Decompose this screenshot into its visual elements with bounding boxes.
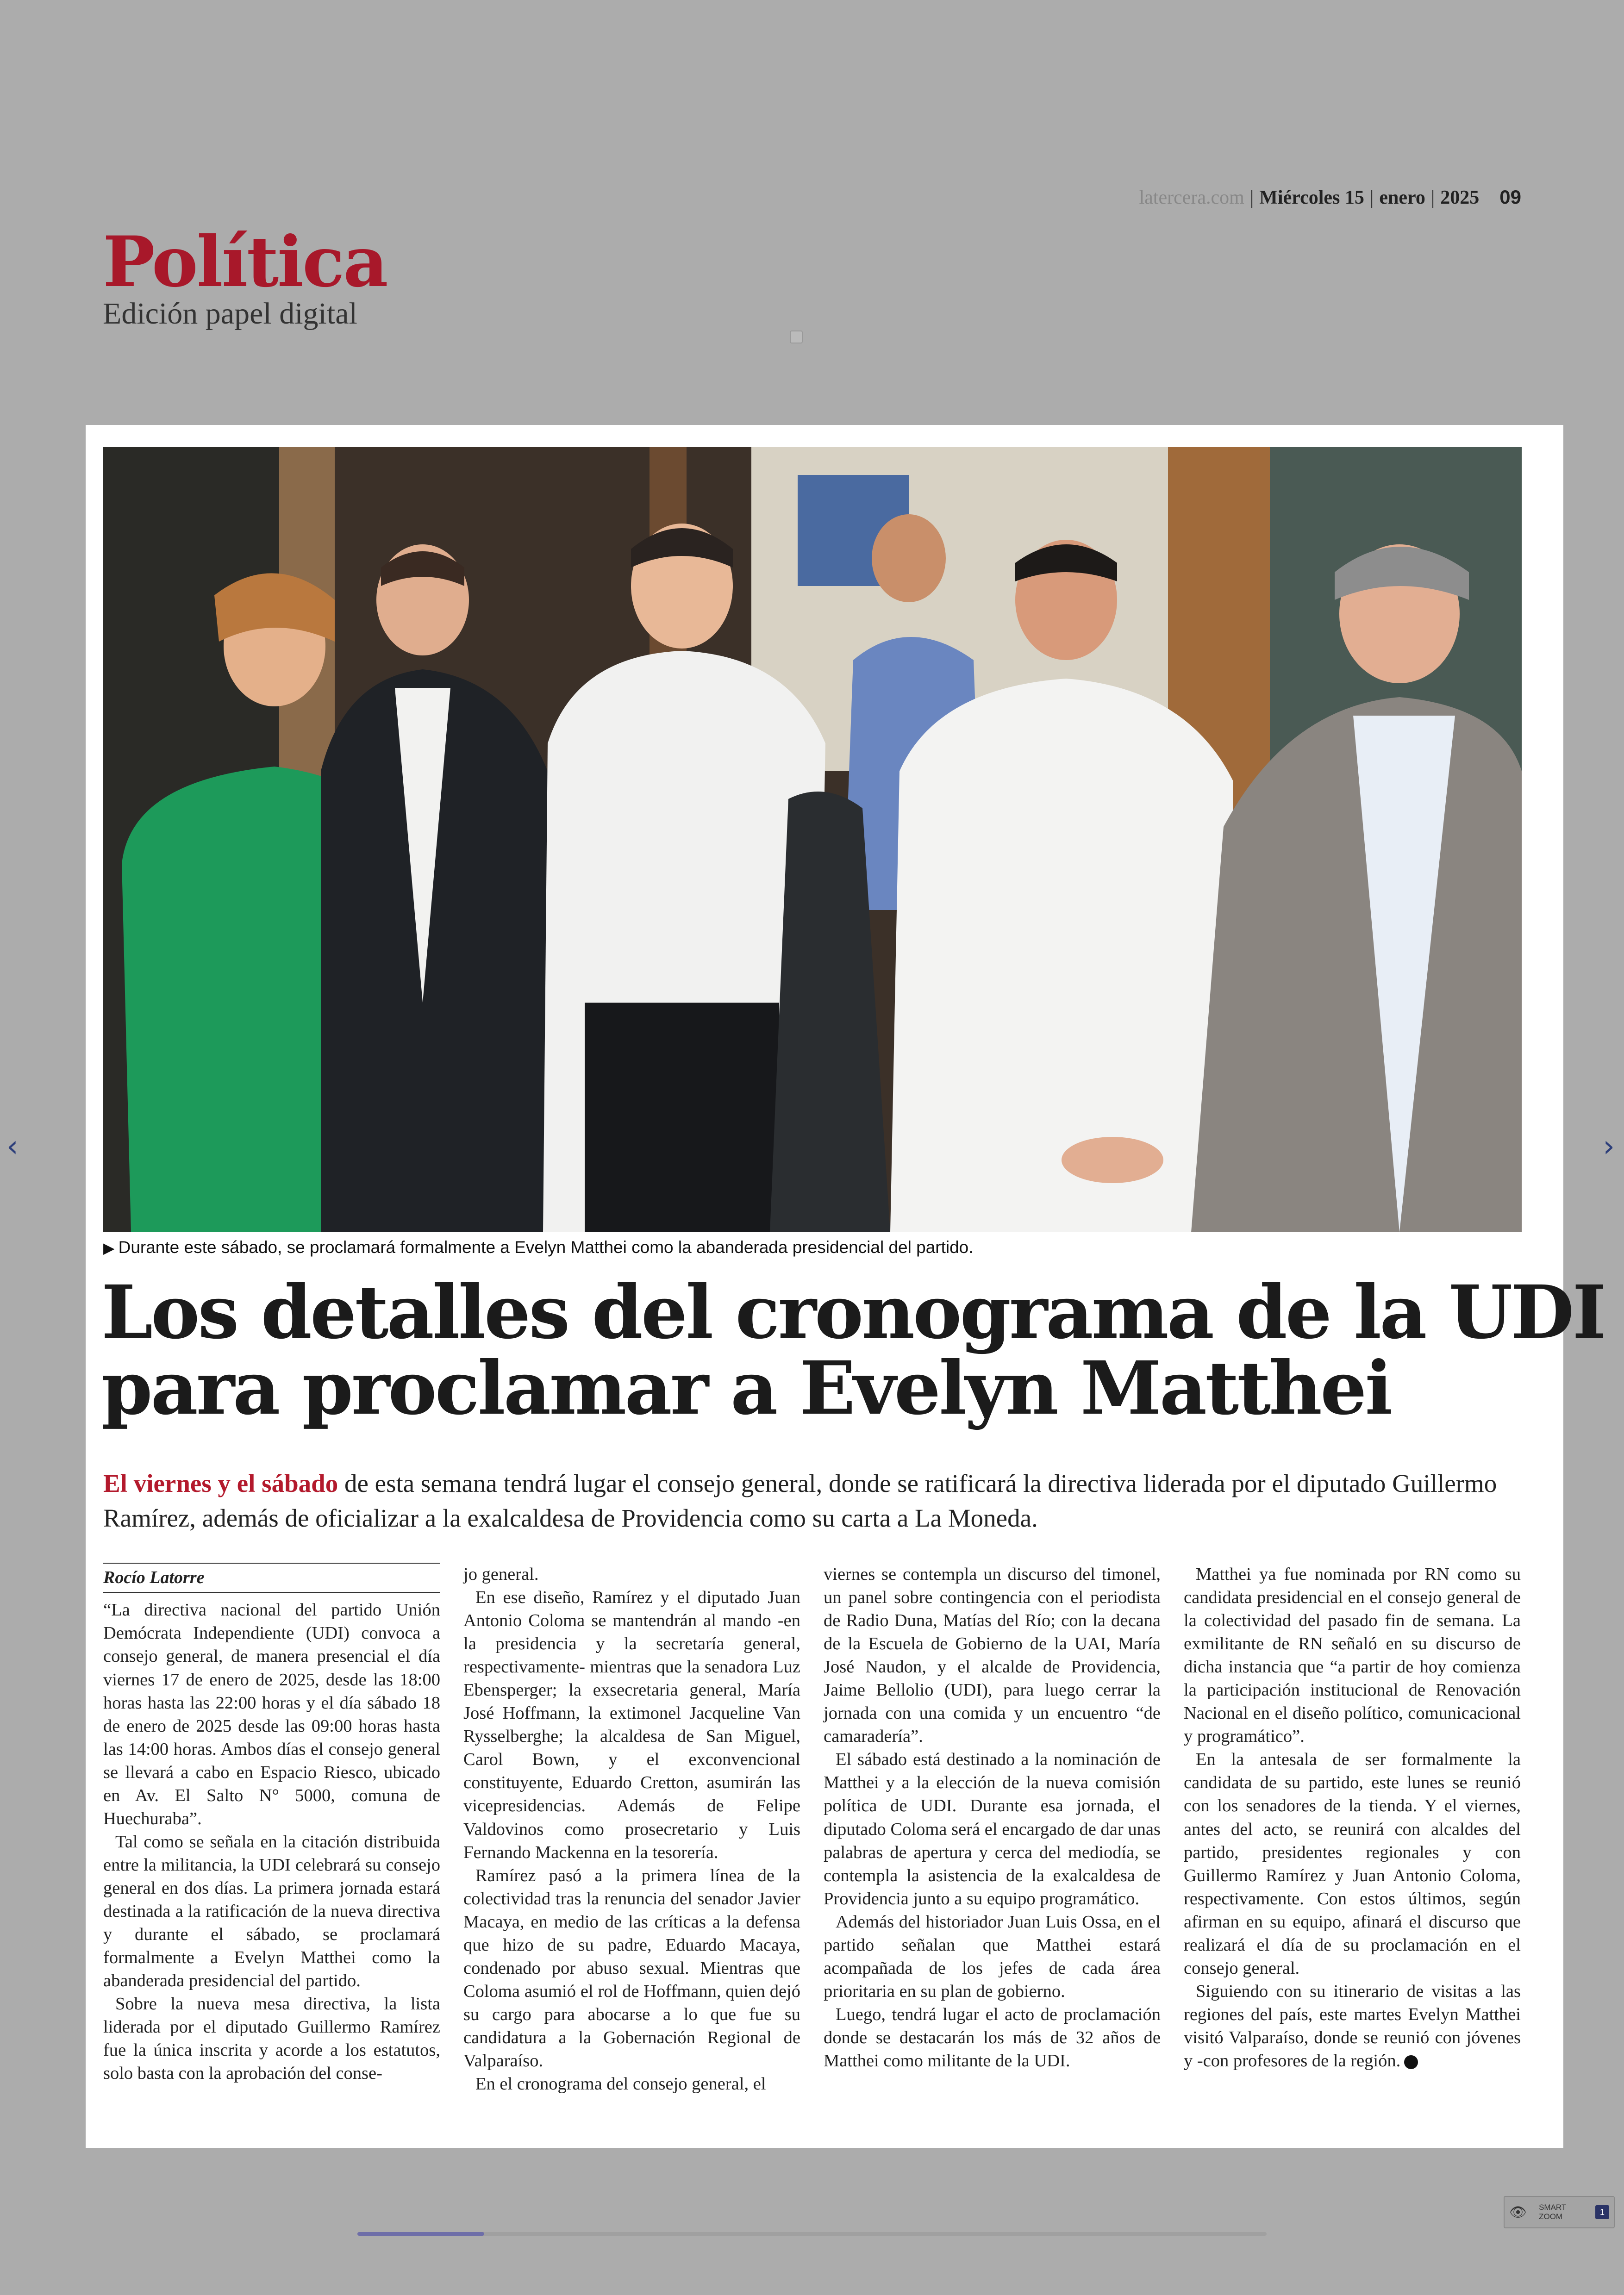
paragraph: “La directiva nacional del partido Unión Demócrata Independiente (UDI) convoca a consejo general, de manera presencial el día viernes 17 de enero de 2025, desde las 18:00 horas hasta las 22:00 horas y el día sábado 18 de enero de 2025 desde las 09:00 horas hasta las 14:00 horas. Ambos días el consejo general se llevará a cabo en Espacio Riesco, ubicado en Av. El Salto N° 5000, comuna de Huechuraba”. bbox=[103, 1600, 440, 1828]
header-month: enero bbox=[1379, 187, 1425, 208]
page-header-meta: latercera.com | Miércoles 15 | enero | 2025 09 bbox=[1139, 186, 1521, 208]
paragraph: En el cronograma del consejo general, el bbox=[475, 2074, 766, 2094]
paragraph: Siguiendo con su itinerario de visitas a las regiones del país, este martes Evelyn Matthei visitó Valparaíso, donde se reunió con jóvenes y -con profesores de la región. bbox=[1184, 1981, 1521, 2070]
paragraph: Ramírez pasó a la primera línea de la colectividad tras la renuncia del senador Javier Macaya, en medio de las críticas a la defensa que hizo de su padre, Eduardo Macaya, condenado por abuso sexual. Mientras que Coloma asumió el rol de Hoffmann, quien dejó su cargo para abocarse a lo que fue su candidatura a la Gobernación Regional de Valparaíso. bbox=[463, 1865, 800, 2070]
caption-text: Durante este sábado, se proclamará formalmente a Evelyn Matthei como la abanderada presidencial del partido. bbox=[118, 1238, 974, 1257]
article-lede bbox=[103, 1466, 1538, 1536]
page-progress-bar[interactable] bbox=[357, 2232, 1267, 2236]
article-column-2 bbox=[463, 1563, 800, 2095]
next-page-button[interactable]: › bbox=[1603, 1129, 1615, 1164]
article-photo bbox=[103, 447, 1522, 1232]
zoom-handle-icon[interactable] bbox=[790, 331, 803, 343]
headline-line-2: para proclamar a Evelyn Matthei bbox=[101, 1346, 1391, 1432]
end-mark-icon bbox=[1404, 2055, 1418, 2069]
article-author: Rocío Latorre bbox=[103, 1566, 440, 1593]
eye-icon: 👁 bbox=[1509, 2204, 1527, 2220]
header-year: 2025 bbox=[1440, 187, 1480, 208]
paragraph: En la antesala de ser formalmente la candidata de su partido, este lunes se reunió con los senadores de la tienda. Y el viernes, antes del acto, se reunirá con alcaldes del partido, presidentes regionales y con Guillermo Ramírez y Juan Antonio Coloma, respectivamente. Con estos últimos, según afirman en su equipo, afinará el discurso que realizará el día de su proclamación en el consejo general. bbox=[1184, 1750, 1521, 1978]
paragraph: El sábado está destinado a la nominación de Matthei y a la elección de la nueva comisión política de UDI. Durante esa jornada, el diputado Coloma será el encargado de dar unas palabras de apertura y cerca del mediodía, se contempla la asistencia de la exalcaldesa de Providencia junto a su equipo programático. bbox=[824, 1750, 1161, 1908]
article-column-4 bbox=[1184, 1563, 1521, 2072]
paragraph: Sobre la nueva mesa directiva, la lista liderada por el diputado Guillermo Ramírez fue la única inscrita y acorde a los estatutos, solo basta con la aprobación del conse- bbox=[103, 1994, 440, 2083]
article-headline bbox=[101, 1270, 1605, 1432]
lede-highlight: El viernes y el sábado bbox=[103, 1469, 338, 1497]
smart-zoom-button[interactable] bbox=[1504, 2196, 1615, 2228]
photo-caption bbox=[103, 1238, 1522, 1257]
article-column-3 bbox=[824, 1563, 1161, 2072]
caption-arrow-icon: ▶ bbox=[103, 1240, 115, 1256]
header-date: Miércoles 15 bbox=[1259, 187, 1364, 208]
paragraph: Matthei ya fue nominada por RN como su candidata presidencial en el consejo general de la colectividad del pasado fin de semana. La exmilitante de RN señaló en su discurso de dicha instancia que “a partir de hoy comienza la participación institucional de Renovación Nacional en el diseño político, comunicacional y programático”. bbox=[1184, 1565, 1521, 1746]
section-title: Política bbox=[103, 221, 387, 303]
photo-illustration bbox=[103, 447, 1522, 1232]
page-progress-fill bbox=[357, 2232, 484, 2236]
newspaper-page bbox=[86, 425, 1605, 2148]
article-body bbox=[103, 1563, 1522, 2109]
section-subtitle: Edición papel digital bbox=[103, 297, 357, 331]
paragraph: jo general. bbox=[463, 1565, 539, 1584]
smart-zoom-label: SMART ZOOM bbox=[1539, 2203, 1567, 2221]
article-column-1 bbox=[103, 1563, 440, 2085]
smart-zoom-badge: 1 bbox=[1595, 2205, 1609, 2219]
paragraph: Además del historiador Juan Luis Ossa, en el partido señalan que Matthei estará acompañada de los jefes de cada área prioritaria en su plan de gobierno. bbox=[824, 1912, 1161, 2001]
page-number: 09 bbox=[1499, 186, 1521, 208]
paragraph: En ese diseño, Ramírez y el diputado Juan Antonio Coloma se mantendrán al mando -en la presidencia y la secretaría general, respectivamente- mientras que la senadora Luz Ebensperger; la exsecretaria general, María José Hoffmann, la extimonel Jacqueline Van Rysselberghe; la alcaldesa de San Miguel, Carol Bown, y el exconvencional constituyente, Eduardo Cretton, asumirán las vicepresidencias. Además de Felipe Valdovinos como prosecretario y Luis Fernando Mackenna en la tesorería. bbox=[463, 1588, 800, 1862]
paragraph: Luego, tendrá lugar el acto de proclamación donde se destacarán los más de 32 años de Matthei como militante de la UDI. bbox=[824, 2004, 1161, 2070]
site-name: latercera.com bbox=[1139, 187, 1244, 208]
prev-page-button[interactable]: ‹ bbox=[6, 1129, 19, 1164]
paragraph: Tal como se señala en la citación distribuida entre la militancia, la UDI celebrará su consejo general en dos días. La primera jornada estará destinada a la ratificación de la nueva directiva y durante el sábado, se proclamará formalmente a Evelyn Matthei como la abanderada presidencial del partido. bbox=[103, 1832, 440, 1991]
paragraph: viernes se contempla un discurso del timonel, un panel sobre contingencia con el periodista de Radio Duna, Matías del Río; con la decana de la Escuela de Gobierno de la UAI, María José Naudon, y el alcalde de Providencia, Jaime Bellolio (UDI), para luego cerrar la jornada con una comida y un encuentro “de camaradería”. bbox=[824, 1565, 1161, 1746]
lede-text: de esta semana tendrá lugar el consejo general, donde se ratificará la directiva liderada por el diputado Guillermo Ramírez, además de oficializar a la exalcaldesa de Providencia como su carta a La Moneda. bbox=[103, 1469, 1497, 1532]
headline-line-1: Los detalles del cronograma de la UDI bbox=[101, 1270, 1605, 1355]
